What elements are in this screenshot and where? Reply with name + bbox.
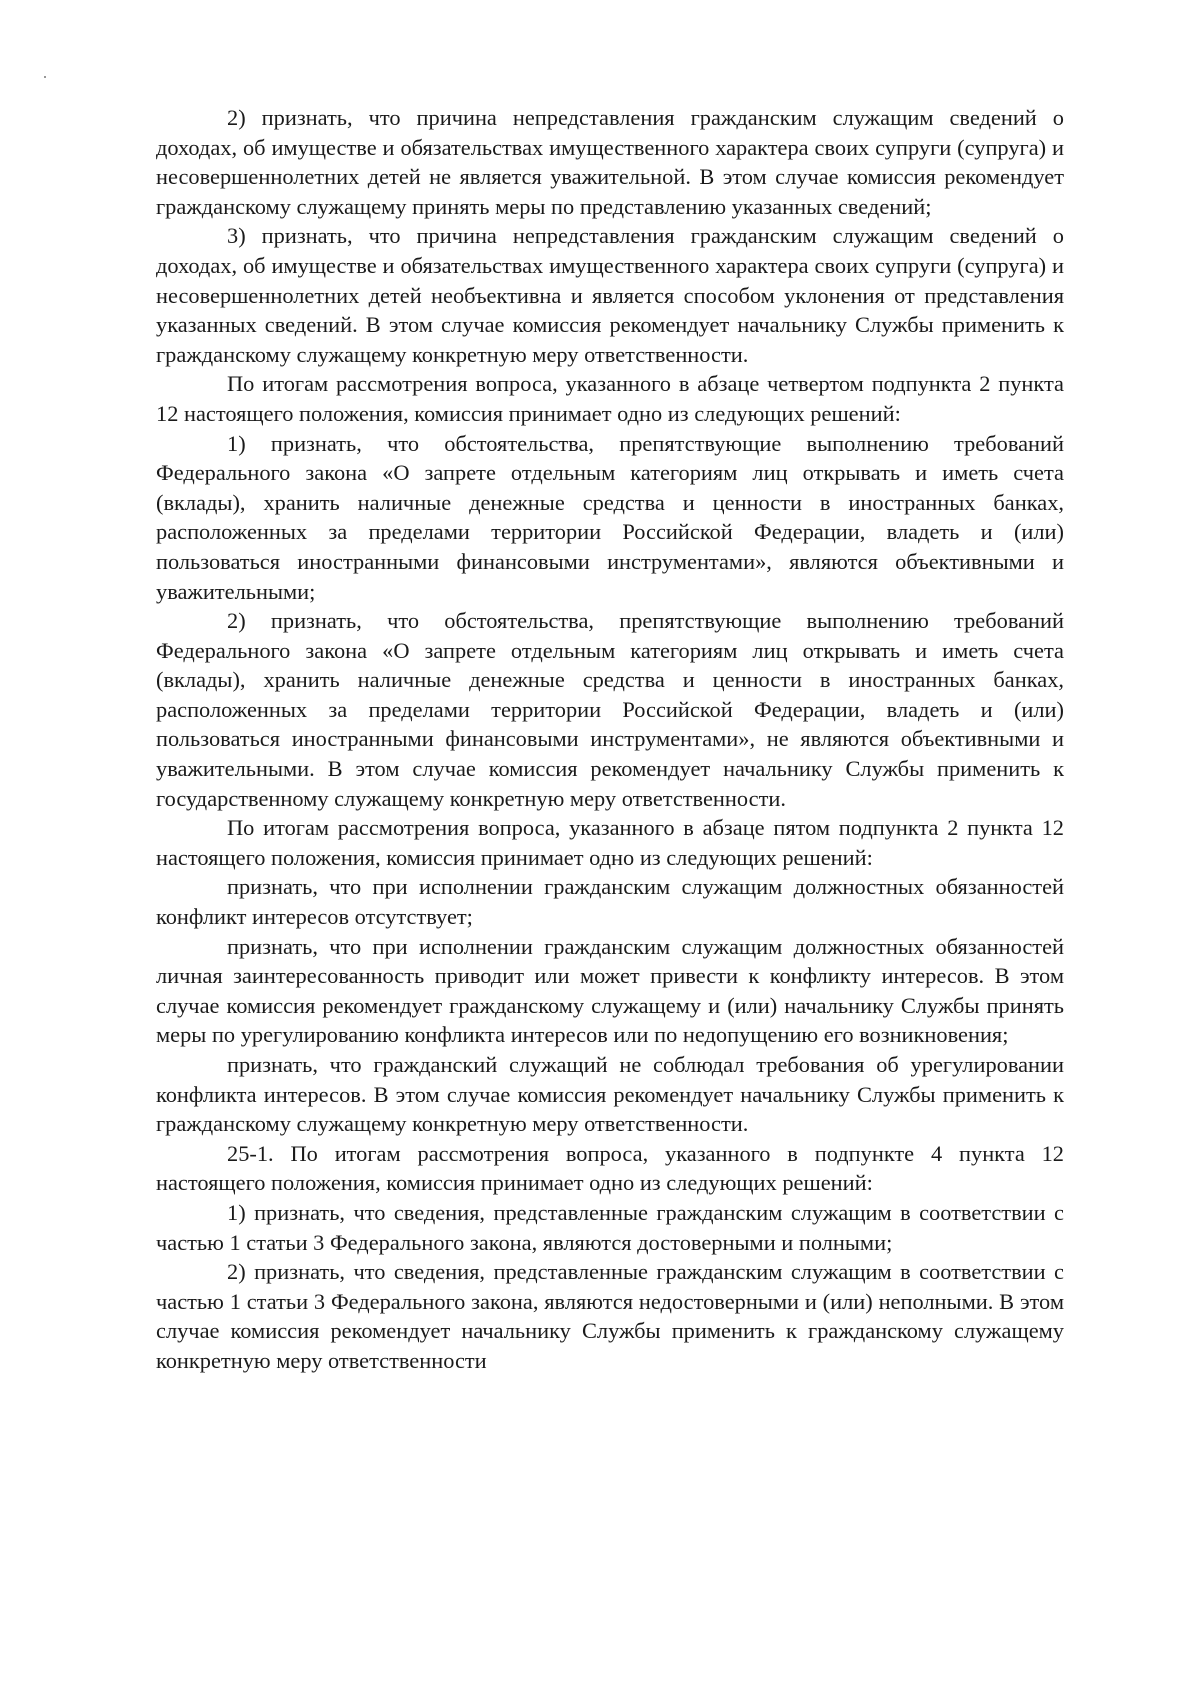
paragraph-11: 1) признать, что сведения, представленные гражданским служащим в соответствии с частью 1 статьи 3 Федерального закона, являются достоверными и полными; (156, 1199, 1064, 1255)
paragraph-9: признать, что гражданский служащий не соблюдал требования об урегулировании конфликта интересов. В этом случае комиссия рекомендует начальнику Службы применить к гражданскому служащему конкретную меру ответственности. (156, 1052, 1064, 1137)
paragraph-12: 2) признать, что сведения, представленные гражданским служащим в соответствии с частью 1 статьи 3 Федерального закона, являются недостоверными и (или) неполными. В этом случае комиссия рекомендует начальнику Службы применить к гражданскому служащему конкретную меру ответственности (156, 1259, 1064, 1373)
paragraph-2: 3) признать, что причина непредставления гражданским служащим сведений о доходах, об имуществе и обязательствах имущественного характера своих супруги (супруга) и несовершеннолетних детей необъективна и является способом уклонения от представления указанных сведений. В этом случае комиссия рекомендует начальнику Службы применить к гражданскому служащему конкретную меру ответственности. (156, 223, 1064, 367)
paragraph-10: 25-1. По итогам рассмотрения вопроса, указанного в подпункте 4 пункта 12 настоящего положения, комиссия принимает одно из следующих решений: (156, 1140, 1064, 1196)
document-body (156, 103, 1064, 1376)
paragraph-5: 2) признать, что обстоятельства, препятствующие выполнению требований Федерального закона «О запрете отдельным категориям лиц открывать и иметь счета (вклады), хранить наличные денежные средства и ценности в иностранных банках, расположенных за пределами территории Российской Федерации, владеть и (или) пользоваться иностранными финансовыми инструментами», не являются объективными и уважительными. В этом случае комиссия рекомендует начальнику Службы применить к государственному служащему конкретную меру ответственности. (156, 608, 1064, 811)
scan-speck (44, 76, 46, 78)
paragraph-1: 2) признать, что причина непредставления гражданским служащим сведений о доходах, об имуществе и обязательствах имущественного характера своих супруги (супруга) и несовершеннолетних детей не является уважительной. В этом случае комиссия рекомендует гражданскому служащему принять меры по представлению указанных сведений; (156, 105, 1064, 219)
paragraph-7: признать, что при исполнении гражданским служащим должностных обязанностей конфликт интересов отсутствует; (156, 874, 1064, 930)
paragraph-8: признать, что при исполнении гражданским служащим должностных обязанностей личная заинтересованность приводит или может привести к конфликту интересов. В этом случае комиссия рекомендует гражданскому служащему и (или) начальнику Службы принять меры по урегулированию конфликта интересов или по недопущению его возникновения; (156, 933, 1064, 1048)
paragraph-3: По итогам рассмотрения вопроса, указанного в абзаце четвертом подпункта 2 пункта 12 настоящего положения, комиссия принимает одно из следующих решений: (156, 371, 1064, 426)
paragraph-4: 1) признать, что обстоятельства, препятствующие выполнению требований Федерального закона «О запрете отдельным категориям лиц открывать и иметь счета (вклады), хранить наличные денежные средства и ценности в иностранных банках, расположенных за пределами территории Российской Федерации, владеть и (или) пользоваться иностранными финансовыми инструментами», являются объективными и уважительными; (156, 430, 1064, 604)
paragraph-6: По итогам рассмотрения вопроса, указанного в абзаце пятом подпункта 2 пункта 12 настоящего положения, комиссия принимает одно из следующих решений: (156, 815, 1064, 870)
